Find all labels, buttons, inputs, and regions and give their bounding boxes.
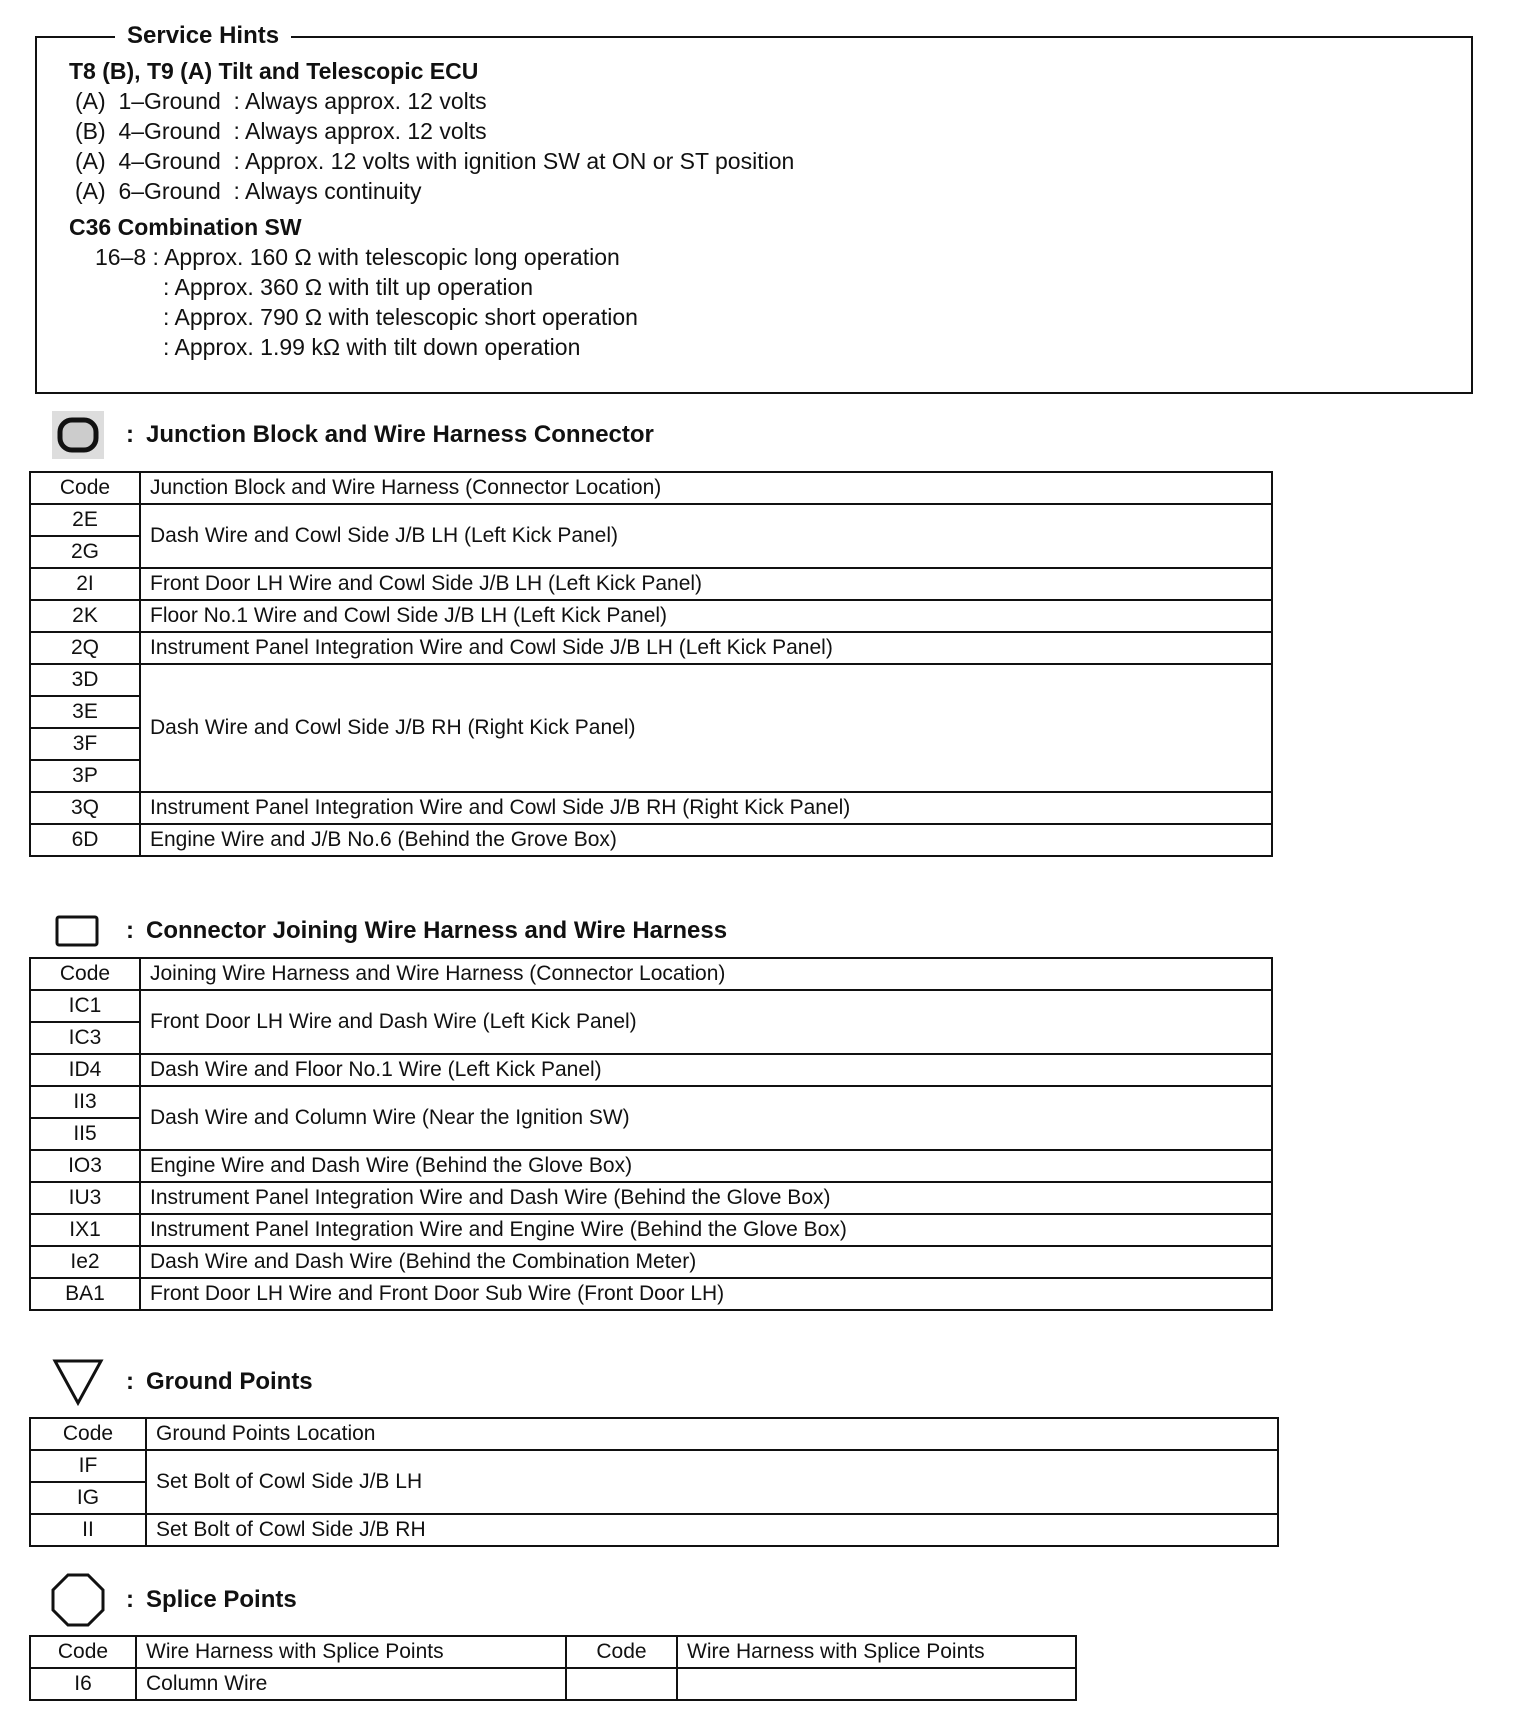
hint-line: 16–8 : Approx. 160 Ω with telescopic long operation [95,244,620,270]
table-header-row [30,1636,1076,1668]
table-row [30,632,1272,664]
code-cell: I6 [30,1668,136,1700]
table-row [30,1150,1272,1182]
connector-table [29,957,1273,1311]
code-cell: Ie2 [30,1246,140,1278]
code-cell: 2G [30,536,140,568]
table-row [30,1278,1272,1310]
table-row [30,1668,1076,1700]
column-header: Wire Harness with Splice Points [677,1636,1076,1668]
code-cell: IC3 [30,1022,140,1054]
location-cell: Set Bolt of Cowl Side J/B LH [146,1450,1278,1514]
code-cell: BA1 [30,1278,140,1310]
code-cell: IO3 [30,1150,140,1182]
section-title: Ground Points [146,1368,313,1395]
table-row [30,1182,1272,1214]
hint-line: : Approx. 1.99 kΩ with tilt down operation [163,334,581,360]
location-cell: Dash Wire and Cowl Side J/B LH (Left Kick Panel) [140,504,1272,568]
table-row [30,792,1272,824]
table-row [30,1214,1272,1246]
ground-table [29,1417,1279,1547]
splice-section-header [50,1572,297,1628]
location-cell: Front Door LH Wire and Front Door Sub Wire (Front Door LH) [140,1278,1272,1310]
code-cell: IX1 [30,1214,140,1246]
hint-line: : Approx. 790 Ω with telescopic short operation [163,304,638,330]
column-header: Code [30,1636,136,1668]
code-cell: 2K [30,600,140,632]
table-row [30,824,1272,856]
service-hints-title: Service Hints [115,22,291,50]
code-cell: IG [30,1482,146,1514]
colon: : [126,917,134,944]
column-header: Junction Block and Wire Harness (Connector Location) [140,472,1272,504]
table-row [30,990,1272,1022]
colon: : [126,421,134,448]
t8-heading: T8 (B), T9 (A) Tilt and Telescopic ECU [69,58,479,84]
table-row [30,1054,1272,1086]
table-header-row [30,472,1272,504]
hint-line: (A) 4–Ground : Approx. 12 volts with ignition SW at ON or ST position [75,148,795,174]
service-hints-box [35,22,1473,394]
connector-section-header [50,906,727,956]
code-cell: IU3 [30,1182,140,1214]
table-row [30,1246,1272,1278]
location-cell: Instrument Panel Integration Wire and Cowl Side J/B RH (Right Kick Panel) [140,792,1272,824]
location-cell: Instrument Panel Integration Wire and Dash Wire (Behind the Glove Box) [140,1182,1272,1214]
table-row [30,504,1272,536]
code-cell: II [30,1514,146,1546]
column-header: Wire Harness with Splice Points [136,1636,566,1668]
location-cell: Dash Wire and Column Wire (Near the Ignition SW) [140,1086,1272,1150]
code-cell: 3F [30,728,140,760]
c36-heading: C36 Combination SW [69,214,302,240]
ground-section-header [50,1357,313,1407]
location-cell: Engine Wire and J/B No.6 (Behind the Grove Box) [140,824,1272,856]
splice-octagon-icon [50,1572,106,1628]
splice-table [29,1635,1077,1701]
wire-harness-cell [677,1668,1076,1700]
code-cell [566,1668,677,1700]
colon: : [126,1586,134,1613]
column-header: Ground Points Location [146,1418,1278,1450]
code-cell: 2I [30,568,140,600]
table-header-row [30,1418,1278,1450]
code-cell: 3P [30,760,140,792]
wire-harness-cell: Column Wire [136,1668,566,1700]
table-row [30,1086,1272,1118]
column-header: Code [30,1418,146,1450]
location-cell: Dash Wire and Floor No.1 Wire (Left Kick Panel) [140,1054,1272,1086]
column-header: Joining Wire Harness and Wire Harness (Connector Location) [140,958,1272,990]
location-cell: Instrument Panel Integration Wire and Engine Wire (Behind the Glove Box) [140,1214,1272,1246]
code-cell: ID4 [30,1054,140,1086]
location-cell: Set Bolt of Cowl Side J/B RH [146,1514,1278,1546]
junction-section-header [50,410,654,460]
code-cell: 3Q [30,792,140,824]
hint-line: (B) 4–Ground : Always approx. 12 volts [75,118,487,144]
column-header: Code [30,958,140,990]
code-cell: 2Q [30,632,140,664]
table-row [30,1450,1278,1482]
table-row [30,664,1272,696]
section-title: Splice Points [146,1586,297,1613]
location-cell: Engine Wire and Dash Wire (Behind the Glove Box) [140,1150,1272,1182]
section-title: Connector Joining Wire Harness and Wire Harness [146,917,728,944]
ground-triangle-icon [50,1357,106,1407]
junction-block-icon [50,410,106,460]
column-header: Code [566,1636,677,1668]
hint-line: (A) 1–Ground : Always approx. 12 volts [75,88,487,114]
colon: : [126,1368,134,1395]
connector-icon [50,906,106,956]
location-cell: Front Door LH Wire and Dash Wire (Left Kick Panel) [140,990,1272,1054]
column-header: Code [30,472,140,504]
code-cell: 3D [30,664,140,696]
code-cell: II5 [30,1118,140,1150]
table-header-row [30,958,1272,990]
location-cell: Floor No.1 Wire and Cowl Side J/B LH (Left Kick Panel) [140,600,1272,632]
code-cell: 6D [30,824,140,856]
location-cell: Front Door LH Wire and Cowl Side J/B LH (Left Kick Panel) [140,568,1272,600]
code-cell: 3E [30,696,140,728]
table-row [30,1514,1278,1546]
junction-table [29,471,1273,857]
section-title: Junction Block and Wire Harness Connector [146,421,654,448]
code-cell: IF [30,1450,146,1482]
table-row [30,600,1272,632]
code-cell: IC1 [30,990,140,1022]
hint-line: : Approx. 360 Ω with tilt up operation [163,274,534,300]
location-cell: Dash Wire and Cowl Side J/B RH (Right Kick Panel) [140,664,1272,792]
table-row [30,568,1272,600]
code-cell: II3 [30,1086,140,1118]
location-cell: Dash Wire and Dash Wire (Behind the Combination Meter) [140,1246,1272,1278]
hint-line: (A) 6–Ground : Always continuity [75,178,422,204]
code-cell: 2E [30,504,140,536]
location-cell: Instrument Panel Integration Wire and Cowl Side J/B LH (Left Kick Panel) [140,632,1272,664]
